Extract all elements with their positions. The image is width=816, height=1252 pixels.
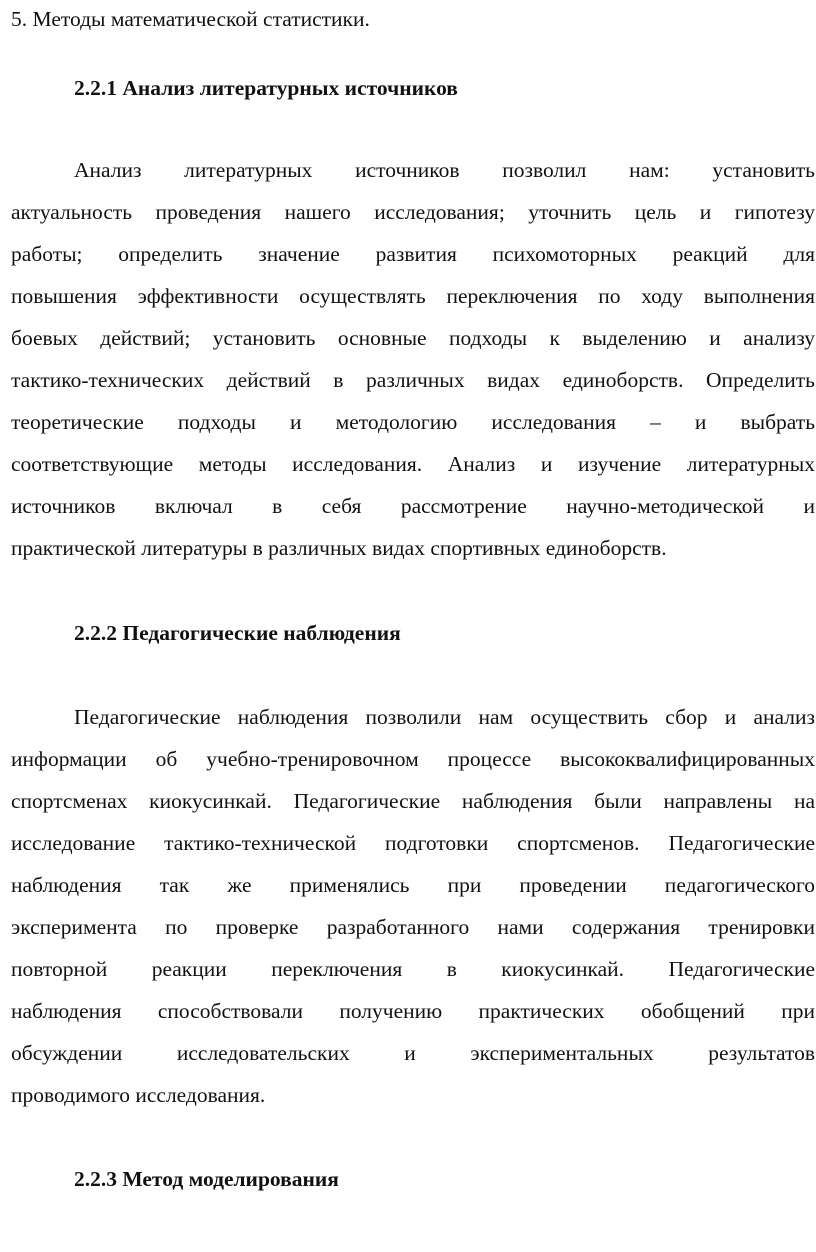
section-heading-literature-analysis: 2.2.1 Анализ литературных источников [74, 76, 458, 100]
paragraph-line: исследование тактико-технической подготовки спортсменов. Педагогические [11, 831, 815, 855]
paragraph-line: повышения эффективности осуществлять переключения по ходу выполнения [11, 284, 815, 308]
paragraph-line: эксперимента по проверке разработанного нами содержания тренировки [11, 915, 815, 939]
paragraph-line: информации об учебно-тренировочном процессе высококвалифицированных [11, 747, 815, 771]
paragraph-line: практической литературы в различных видах спортивных единоборств. [11, 536, 667, 560]
paragraph-line: соответствующие методы исследования. Анализ и изучение литературных [11, 452, 815, 476]
paragraph-line: Анализ литературных источников позволил нам: установить [74, 158, 815, 182]
paragraph-line: актуальность проведения нашего исследования; уточнить цель и гипотезу [11, 200, 815, 224]
paragraph-line: тактико-технических действий в различных видах единоборств. Определить [11, 368, 815, 392]
paragraph-line: Педагогические наблюдения позволили нам осуществить сбор и анализ [74, 705, 815, 729]
list-item-statistics-methods: 5. Методы математической статистики. [11, 7, 370, 31]
section-heading-modeling-method: 2.2.3 Метод моделирования [74, 1167, 339, 1191]
section-heading-pedagogical-observation: 2.2.2 Педагогические наблюдения [74, 621, 401, 645]
paragraph-line: наблюдения так же применялись при проведении педагогического [11, 873, 815, 897]
paragraph-line: проводимого исследования. [11, 1083, 266, 1107]
paragraph-line: спортсменах киокусинкай. Педагогические наблюдения были направлены на [11, 789, 815, 813]
paragraph-line: обсуждении исследовательских и экспериментальных результатов [11, 1041, 815, 1065]
paragraph-line: боевых действий; установить основные подходы к выделению и анализу [11, 326, 815, 350]
paragraph-line: теоретические подходы и методологию исследования – и выбрать [11, 410, 815, 434]
paragraph-line: повторной реакции переключения в киокусинкай. Педагогические [11, 957, 815, 981]
paragraph-line: наблюдения способствовали получению практических обобщений при [11, 999, 815, 1023]
paragraph-line: работы; определить значение развития психомоторных реакций для [11, 242, 815, 266]
paragraph-line: источников включал в себя рассмотрение научно-методической и [11, 494, 815, 518]
